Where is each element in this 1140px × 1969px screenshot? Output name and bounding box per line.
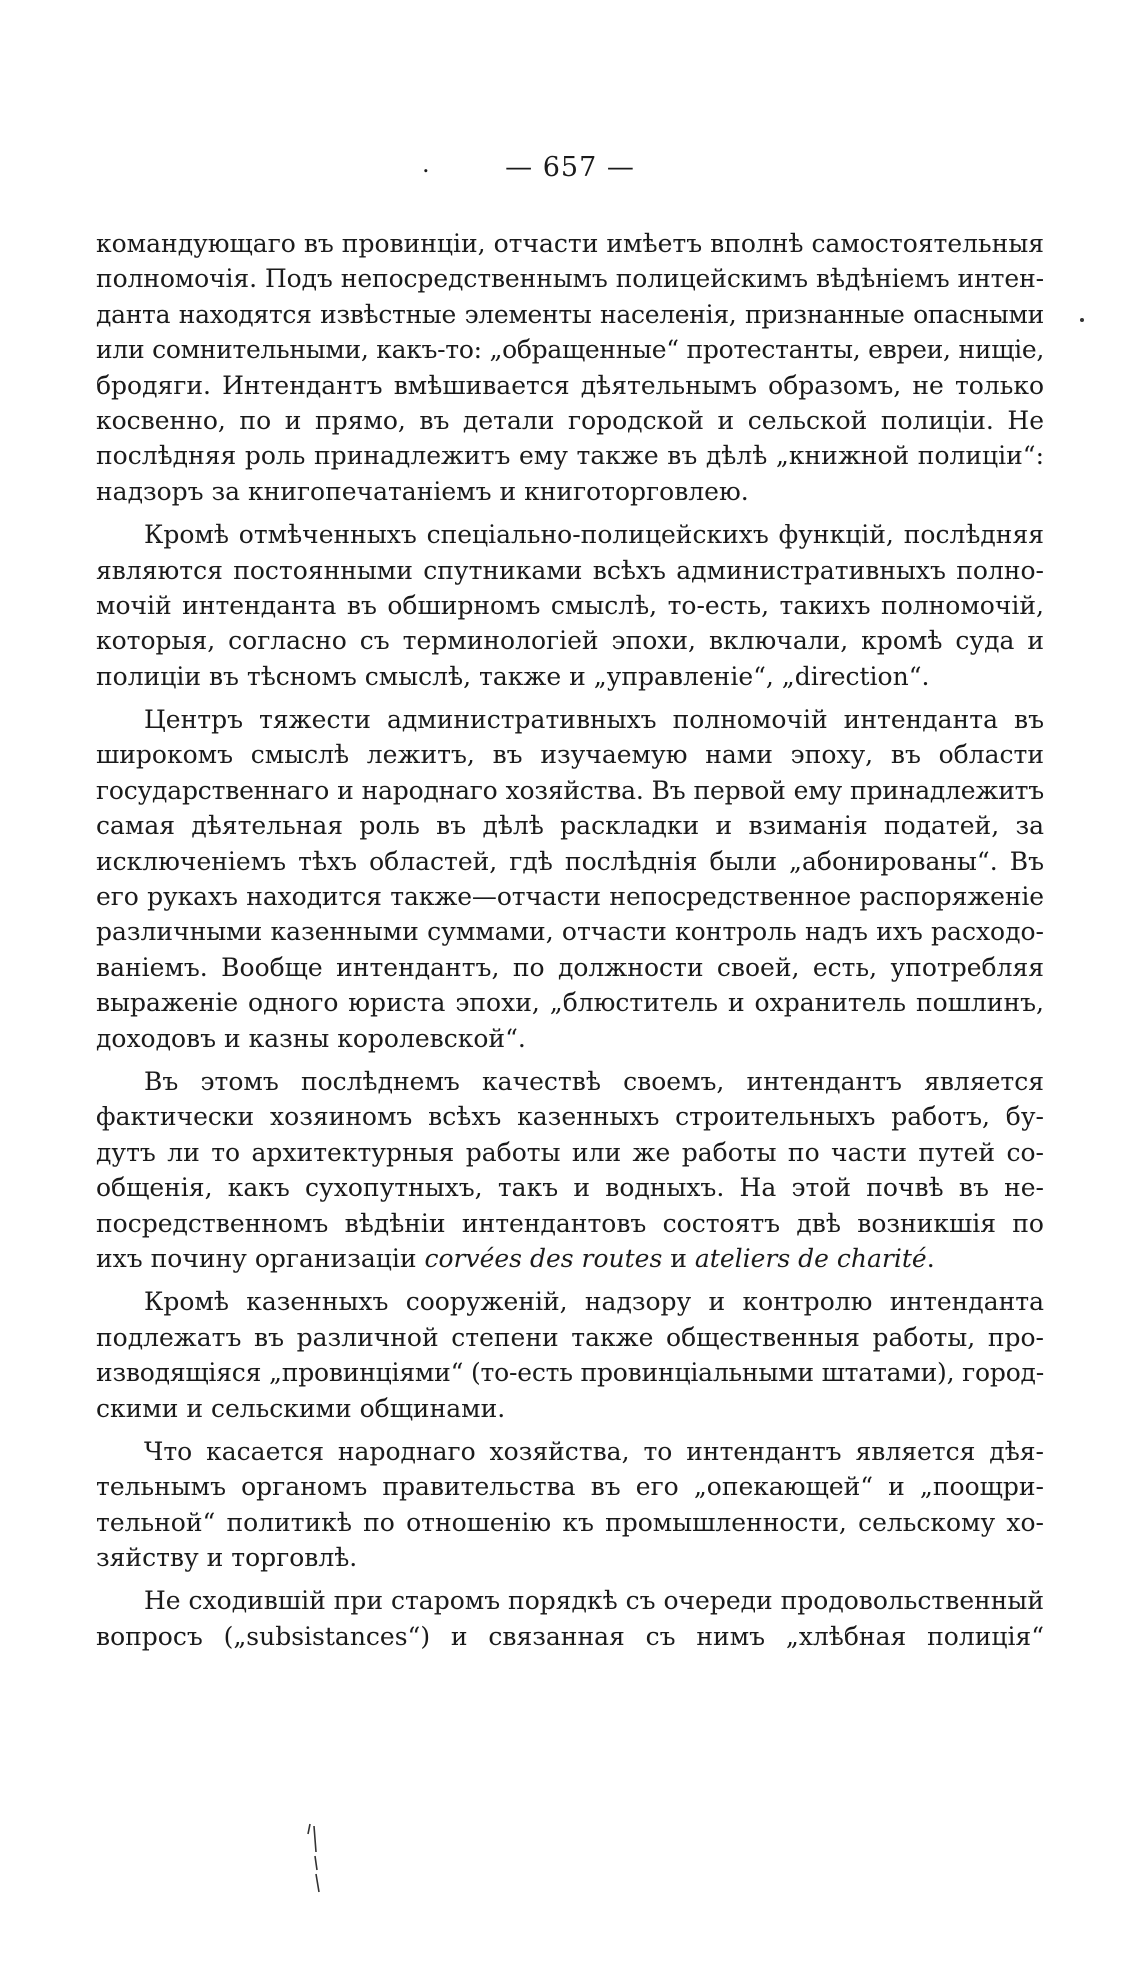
text-line: скими и сельскими общинами.: [96, 1393, 506, 1423]
text-line: полиціи въ тѣсномъ смыслѣ, также и „управленіе“, „direction“.: [96, 661, 930, 691]
paragraph-2: [96, 517, 1044, 694]
text-line: или сомнительными, какъ-то: „обращенные“ протестанты, евреи, нищіе,: [96, 335, 1044, 365]
text-line: бродяги. Интендантъ вмѣшивается дѣятельнымъ образомъ, не только: [96, 370, 1044, 400]
text-line: надзоръ за книгопечатаніемъ и книготорговлею.: [96, 476, 749, 506]
text-line: Центръ тяжести административныхъ полномочій интенданта въ: [144, 705, 1044, 735]
text-line: Что касается народнаго хозяйства, то интендантъ является дѣя-: [144, 1436, 1044, 1466]
italic-term: corvées des routes: [424, 1243, 663, 1273]
paragraph-3: [96, 702, 1044, 1056]
page-mark-dot: .: [422, 150, 431, 178]
text-line: доходовъ и казны королевской“.: [96, 1023, 526, 1053]
text-line: государственнаго и народнаго хозяйства. Въ первой ему принадлежитъ: [96, 775, 1044, 805]
text-line: Кромѣ отмѣченныхъ спеціально-полицейскихъ функцій, послѣдняя: [144, 520, 1044, 550]
paragraph-6: [96, 1434, 1044, 1576]
text-line: исключеніемъ тѣхъ областей, гдѣ послѣднія были „абонированы“. Въ: [96, 846, 1044, 876]
text-line: полномочія. Подъ непосредственнымъ полицейскимъ вѣдѣніемъ интен-: [96, 264, 1044, 294]
text-line: широкомъ смыслѣ лежитъ, въ изучаемую нами эпоху, въ области: [96, 740, 1044, 770]
text-line: командующаго въ провинціи, отчасти имѣетъ вполнѣ самостоятельныя: [96, 229, 1044, 258]
text-line: изводящіяся „провинціями“ (то-есть провинціальными штатами), город-: [96, 1358, 1044, 1388]
page-number-text: — 657 —: [505, 152, 635, 183]
text-line: фактически хозяиномъ всѣхъ казенныхъ строительныхъ работъ, бу-: [96, 1102, 1044, 1132]
text-line: посредственномъ вѣдѣніи интендантовъ состоятъ двѣ возникшія по: [96, 1208, 1044, 1238]
paragraph-7: [96, 1583, 1044, 1654]
scan-speck-marks: [300, 1822, 330, 1902]
paragraph-5: [96, 1284, 1044, 1426]
text-line: являются постоянными спутниками всѣхъ административныхъ полно-: [96, 555, 1044, 585]
text-line: вопросъ („subsistances“) и связанная съ нимъ „хлѣбная полиція“: [96, 1621, 1044, 1651]
text-line: которыя, согласно съ терминологіей эпохи, включали, кромѣ суда и: [96, 626, 1044, 656]
body-text: [96, 226, 1044, 1662]
margin-speck: [1080, 318, 1084, 322]
text-line: Не сходившій при старомъ порядкѣ съ очереди продовольственный: [144, 1586, 1044, 1616]
text-line-mixed: [96, 1241, 1044, 1276]
text-line: общенія, какъ сухопутныхъ, такъ и водныхъ. На этой почвѣ въ не-: [96, 1173, 1044, 1203]
italic-term: ateliers de charité: [694, 1243, 927, 1273]
text-line: дутъ ли то архитектурныя работы или же работы по части путей со-: [96, 1137, 1044, 1167]
text-fragment: и: [670, 1243, 687, 1273]
page-number: [0, 152, 1140, 183]
text-line: выраженіе одного юриста эпохи, „блюститель и охранитель пошлинъ,: [96, 988, 1044, 1018]
paragraph-1: [96, 226, 1044, 509]
text-line: мочій интенданта въ обширномъ смыслѣ, то-есть, такихъ полномочій,: [96, 590, 1044, 620]
text-line: ваніемъ. Вообще интендантъ, по должности своей, есть, употребляя: [96, 952, 1044, 982]
text-line: Кромѣ казенныхъ сооруженій, надзору и контролю интенданта: [144, 1287, 1044, 1317]
text-line: косвенно, по и прямо, въ детали городской и сельской полиціи. Не: [96, 405, 1044, 435]
text-line: тельной“ политикѣ по отношенію къ промышленности, сельскому хо-: [96, 1507, 1044, 1537]
text-line: самая дѣятельная роль въ дѣлѣ раскладки и взиманія податей, за: [96, 811, 1044, 841]
text-line: Въ этомъ послѣднемъ качествѣ своемъ, интендантъ является: [144, 1066, 1044, 1096]
text-line: подлежатъ въ различной степени также общественныя работы, про-: [96, 1322, 1044, 1352]
text-fragment: ихъ почину организаціи: [96, 1243, 417, 1273]
text-line: его рукахъ находится также—отчасти непосредственное распоряженіе: [96, 882, 1044, 912]
text-fragment: .: [926, 1243, 935, 1273]
text-line: данта находятся извѣстные элементы населенія, признанные опасными: [96, 299, 1044, 329]
text-line: различными казенными суммами, отчасти контроль надъ ихъ расходо-: [96, 917, 1044, 947]
text-line: послѣдняя роль принадлежитъ ему также въ дѣлѣ „книжной полиціи“:: [96, 441, 1044, 471]
paragraph-4: [96, 1064, 1044, 1276]
text-line: зяйству и торговлѣ.: [96, 1543, 358, 1573]
text-line: тельнымъ органомъ правительства въ его „опекающей“ и „поощри-: [96, 1472, 1044, 1502]
